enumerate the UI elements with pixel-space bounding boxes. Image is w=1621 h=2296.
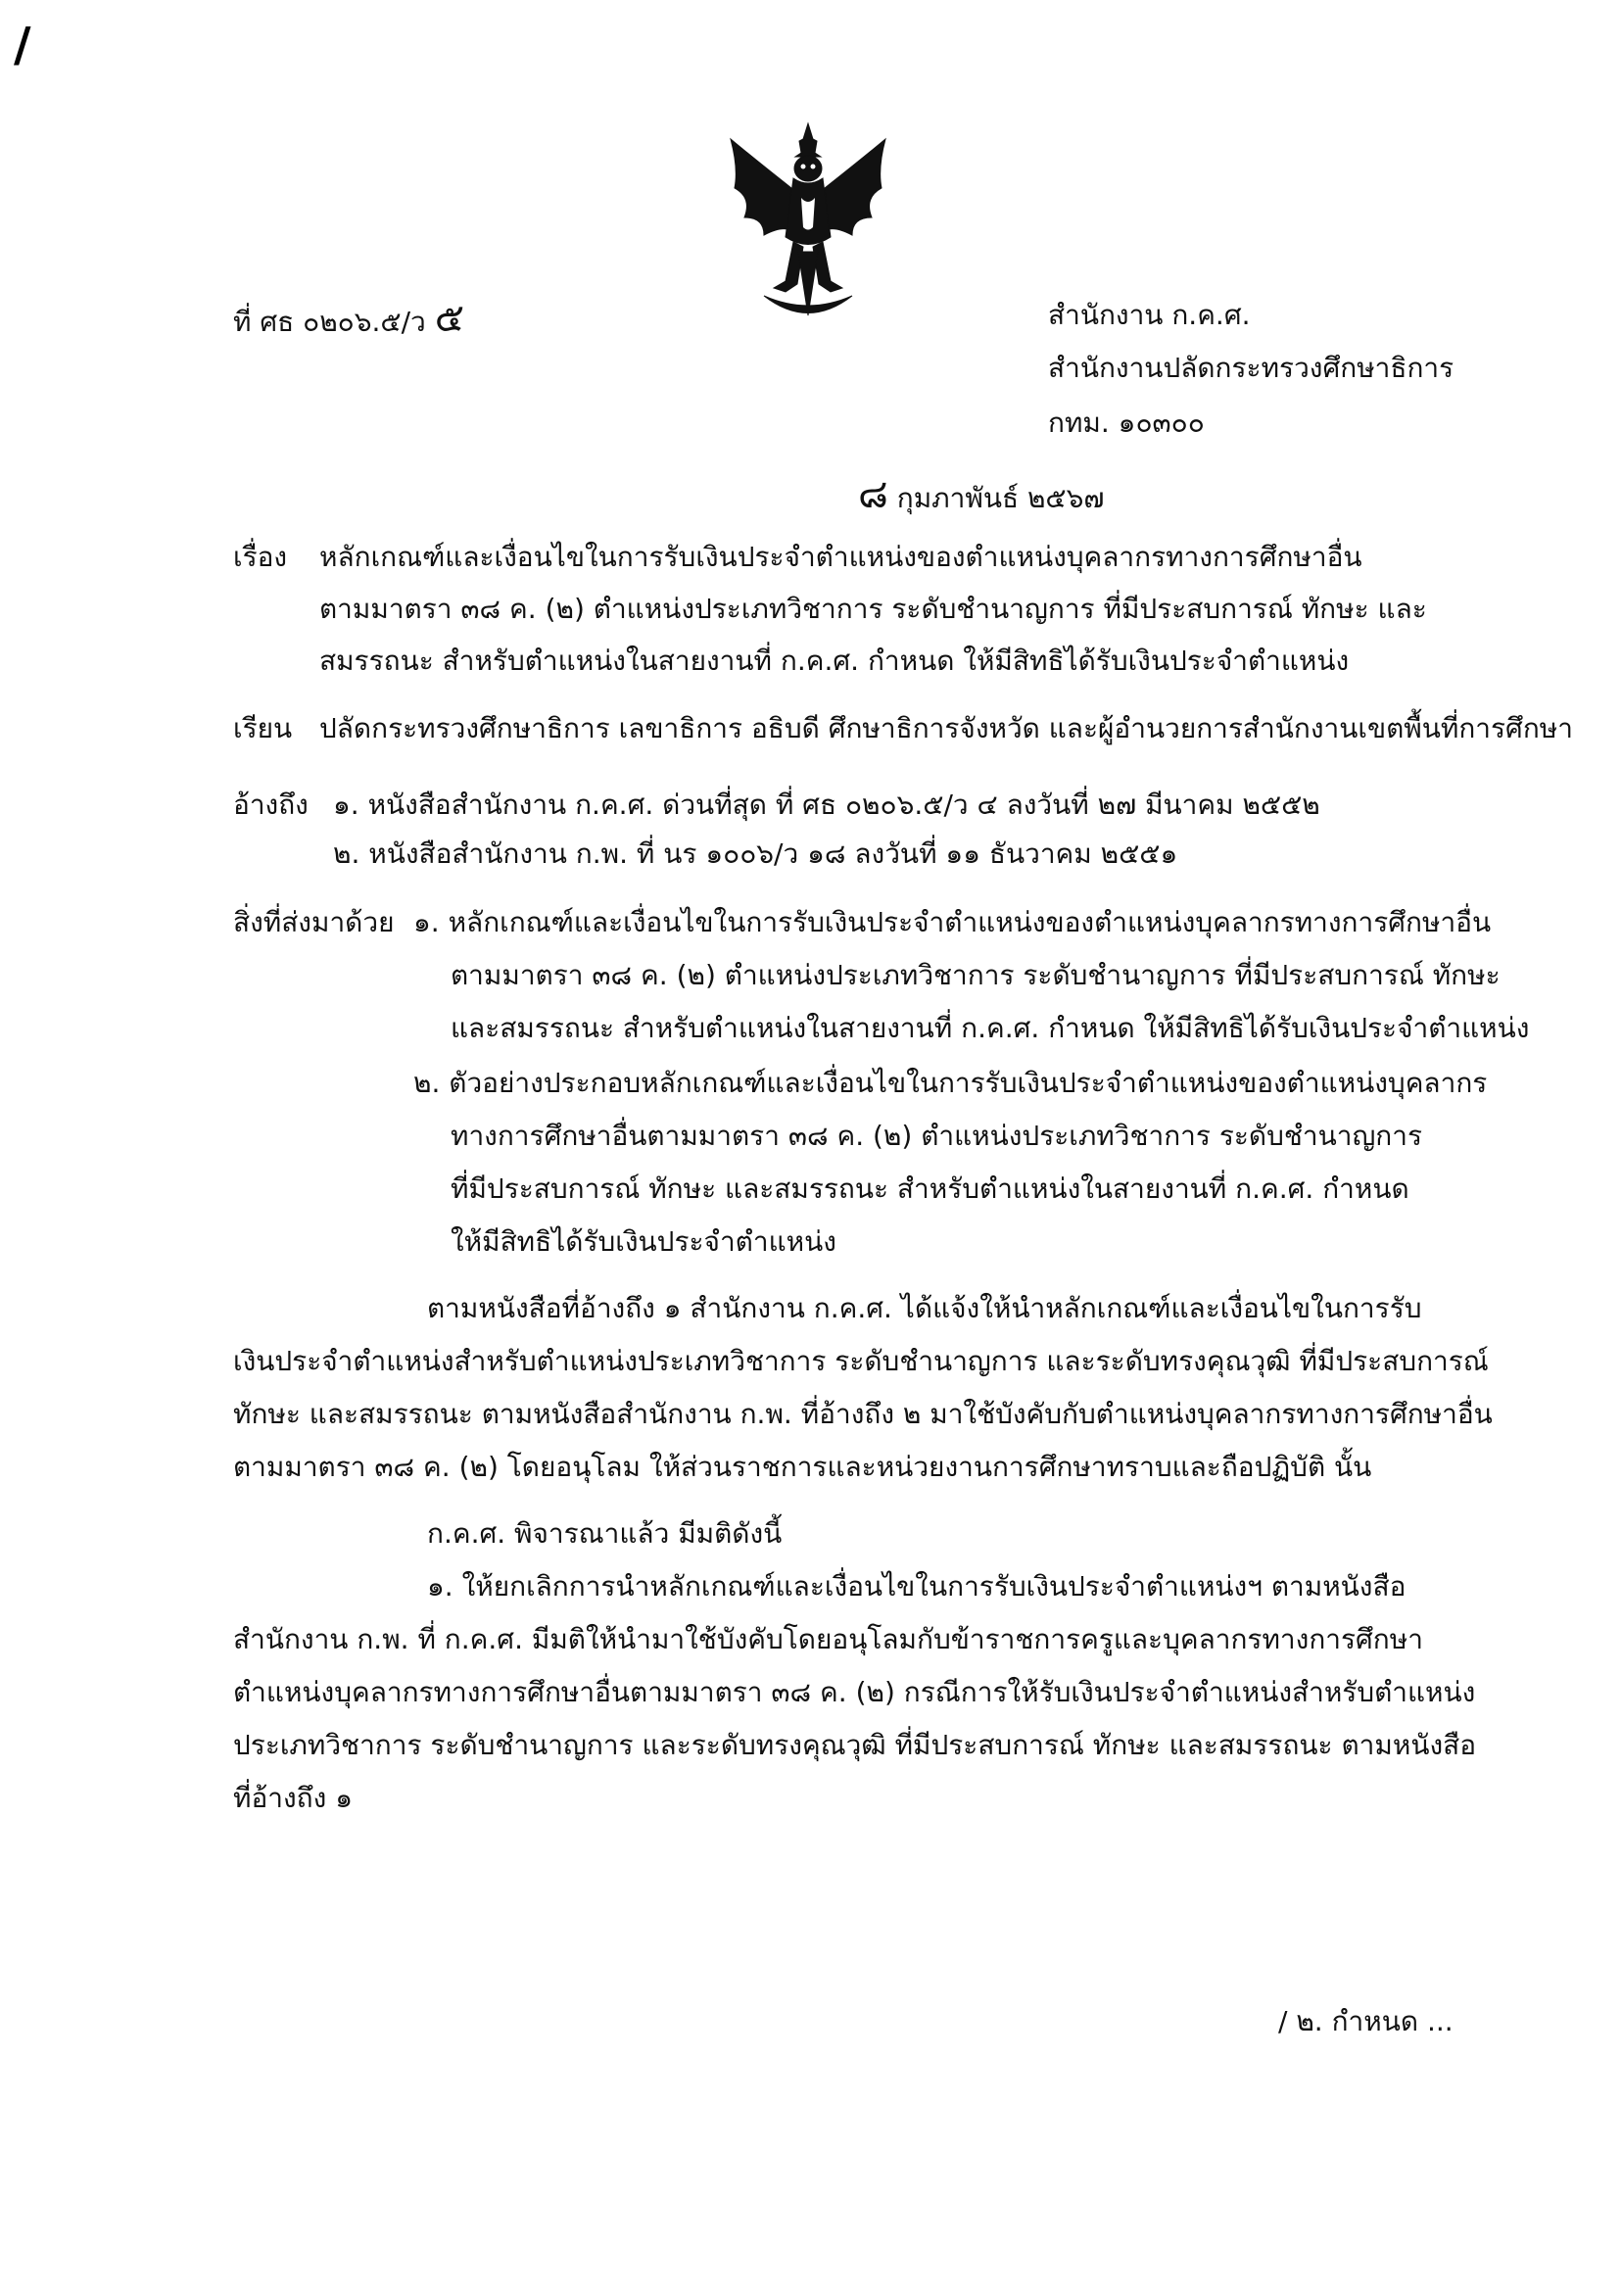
org-line-3: กทม. ๑๐๓๐๐ bbox=[1048, 407, 1205, 439]
document-date bbox=[858, 472, 1105, 517]
enclosure-2-line-1: ๒. ตัวอย่างประกอบหลักเกณฑ์และเงื่อนไขในการรับเงินประจำตำแหน่งของตำแหน่งบุคลากร bbox=[413, 1067, 1488, 1099]
subject-line-3: สมรรถนะ สำหรับตำแหน่งในสายงานที่ ก.ค.ศ. กำหนด ให้มีสิทธิได้รับเงินประจำตำแหน่ง bbox=[319, 645, 1350, 677]
para1-line-4: ตามมาตรา ๓๘ ค. (๒) โดยอนุโลม ให้ส่วนราชการและหน่วยงานการศึกษาทราบและถือปฏิบัติ นั้น bbox=[233, 1451, 1372, 1483]
document-number bbox=[233, 296, 464, 341]
para3-line-2: สำนักงาน ก.พ. ที่ ก.ค.ศ. มีมติให้นำมาใช้บังคับโดยอนุโลมกับข้าราชการครูและบุคลากรทางการศึกษา bbox=[233, 1623, 1423, 1655]
enclosure-2-line-2: ทางการศึกษาอื่นตามมาตรา ๓๘ ค. (๒) ตำแหน่งประเภทวิชาการ ระดับชำนาญการ bbox=[451, 1120, 1423, 1152]
continuation-note: / ๒. กำหนด ... bbox=[1278, 2005, 1454, 2037]
subject-label: เรื่อง bbox=[233, 541, 288, 573]
subject-line-1: หลักเกณฑ์และเงื่อนไขในการรับเงินประจำตำแหน่งของตำแหน่งบุคลากรทางการศึกษาอื่น bbox=[319, 541, 1362, 573]
org-line-2: สำนักงานปลัดกระทรวงศึกษาธิการ bbox=[1048, 352, 1454, 384]
para3-line-4: ประเภทวิชาการ ระดับชำนาญการ และระดับทรงคุณวุฒิ ที่มีประสบการณ์ ทักษะ และสมรรถนะ ตามหนังสือ bbox=[233, 1729, 1477, 1761]
enclosure-2-line-4: ให้มีสิทธิได้รับเงินประจำตำแหน่ง bbox=[451, 1225, 836, 1258]
to-recipients: ปลัดกระทรวงศึกษาธิการ เลขาธิการ อธิบดี ศึกษาธิการจังหวัด และผู้อำนวยการสำนักงานเขตพื้นที่การศึกษา bbox=[319, 712, 1573, 744]
ref-item-1: ๑. หนังสือสำนักงาน ก.ค.ศ. ด่วนที่สุด ที่ ศธ ๐๒๐๖.๕/ว ๔ ลงวันที่ ๒๗ มีนาคม ๒๕๕๒ bbox=[333, 789, 1320, 821]
enclosure-1-line-3: และสมรรถนะ สำหรับตำแหน่งในสายงานที่ ก.ค.ศ. กำหนด ให้มีสิทธิได้รับเงินประจำตำแหน่ง bbox=[451, 1012, 1530, 1044]
para2-line: ก.ค.ศ. พิจารณาแล้ว มีมติดังนี้ bbox=[427, 1517, 783, 1550]
corner-slash-mark: ∕ bbox=[14, 18, 31, 72]
para1-line-2: เงินประจำตำแหน่งสำหรับตำแหน่งประเภทวิชาการ ระดับชำนาญการ และระดับทรงคุณวุฒิ ที่มีประสบการณ์ bbox=[233, 1345, 1489, 1377]
to-label: เรียน bbox=[233, 712, 293, 744]
date-day-handwritten: ๘ bbox=[858, 472, 888, 517]
para3-line-1: ๑. ให้ยกเลิกการนำหลักเกณฑ์และเงื่อนไขในการรับเงินประจำตำแหน่งฯ ตามหนังสือ bbox=[427, 1570, 1406, 1602]
org-line-1: สำนักงาน ก.ค.ศ. bbox=[1048, 299, 1251, 331]
enclosure-1-line-2: ตามมาตรา ๓๘ ค. (๒) ตำแหน่งประเภทวิชาการ ระดับชำนาญการ ที่มีประสบการณ์ ทักษะ bbox=[451, 959, 1501, 991]
para1-line-1: ตามหนังสือที่อ้างถึง ๑ สำนักงาน ก.ค.ศ. ได้แจ้งให้นำหลักเกณฑ์และเงื่อนไขในการรับ bbox=[427, 1292, 1422, 1324]
para3-line-3: ตำแหน่งบุคลากรทางการศึกษาอื่นตามมาตรา ๓๘ ค. (๒) กรณีการให้รับเงินประจำตำแหน่งสำหรับตำแหน่ง bbox=[233, 1676, 1476, 1708]
para1-line-3: ทักษะ และสมรรถนะ ตามหนังสือสำนักงาน ก.พ. ที่อ้างถึง ๒ มาใช้บังคับกับตำแหน่งบุคลากรทางการศึกษาอื่น bbox=[233, 1398, 1493, 1430]
document-number-handwritten: ๕ bbox=[434, 296, 464, 341]
enclosures-label: สิ่งที่ส่งมาด้วย bbox=[233, 906, 395, 938]
refs-label: อ้างถึง bbox=[233, 789, 309, 821]
subject-line-2: ตามมาตรา ๓๘ ค. (๒) ตำแหน่งประเภทวิชาการ ระดับชำนาญการ ที่มีประสบการณ์ ทักษะ และ bbox=[319, 593, 1427, 625]
date-month-year: กุมภาพันธ์ ๒๕๖๗ bbox=[896, 482, 1105, 514]
enclosure-2-line-3: ที่มีประสบการณ์ ทักษะ และสมรรถนะ สำหรับตำแหน่งในสายงานที่ ก.ค.ศ. กำหนด bbox=[451, 1172, 1409, 1205]
enclosure-1-line-1: ๑. หลักเกณฑ์และเงื่อนไขในการรับเงินประจำตำแหน่งของตำแหน่งบุคลากรทางการศึกษาอื่น bbox=[413, 906, 1492, 938]
garuda-emblem bbox=[725, 120, 891, 330]
document-number-prefix: ที่ ศธ ๐๒๐๖.๕/ว bbox=[233, 306, 426, 338]
para3-line-5: ที่อ้างถึง ๑ bbox=[233, 1782, 353, 1814]
ref-item-2: ๒. หนังสือสำนักงาน ก.พ. ที่ นร ๑๐๐๖/ว ๑๘ ลงวันที่ ๑๑ ธันวาคม ๒๕๕๑ bbox=[333, 837, 1178, 870]
